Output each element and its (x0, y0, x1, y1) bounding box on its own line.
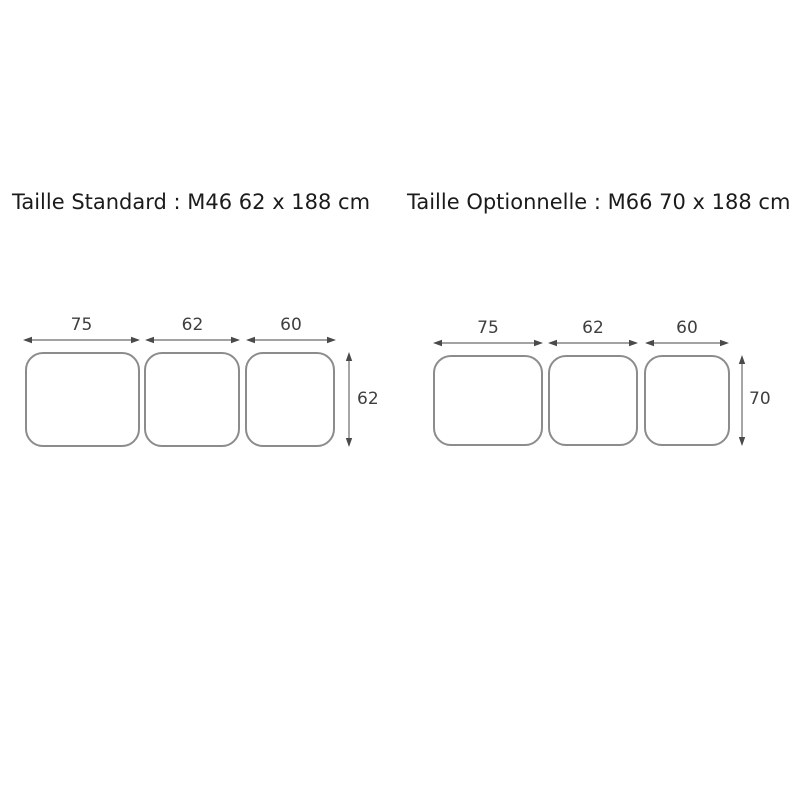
table-section-2 (548, 355, 638, 446)
diagram-standard (23, 315, 383, 450)
width-arrow-icon (145, 335, 240, 345)
width-arrow-icon (645, 338, 729, 348)
title-optional-size: Taille Optionnelle : M66 70 x 188 cm (407, 190, 791, 214)
width-label-section1: 75 (70, 315, 93, 335)
height-arrow-icon (737, 355, 747, 446)
width-arrow-icon (433, 338, 543, 348)
width-arrow-icon (548, 338, 638, 348)
title-standard-size: Taille Standard : M46 62 x 188 cm (12, 190, 371, 214)
table-section-2 (144, 352, 240, 447)
width-arrow-icon (246, 335, 336, 345)
height-arrow-icon (344, 352, 354, 447)
table-section-1 (433, 355, 543, 446)
width-arrow-icon (23, 335, 140, 345)
diagram-optional (433, 318, 788, 450)
table-section-3 (644, 355, 730, 446)
width-label-section2: 62 (181, 315, 204, 335)
height-label: 70 (749, 389, 771, 409)
width-label-section2: 62 (582, 318, 604, 338)
table-section-3 (245, 352, 335, 447)
width-label-section1: 75 (477, 318, 499, 338)
width-label-section3: 60 (280, 315, 302, 335)
height-label: 62 (357, 389, 379, 409)
table-section-1 (25, 352, 140, 447)
width-label-section3: 60 (676, 318, 698, 338)
